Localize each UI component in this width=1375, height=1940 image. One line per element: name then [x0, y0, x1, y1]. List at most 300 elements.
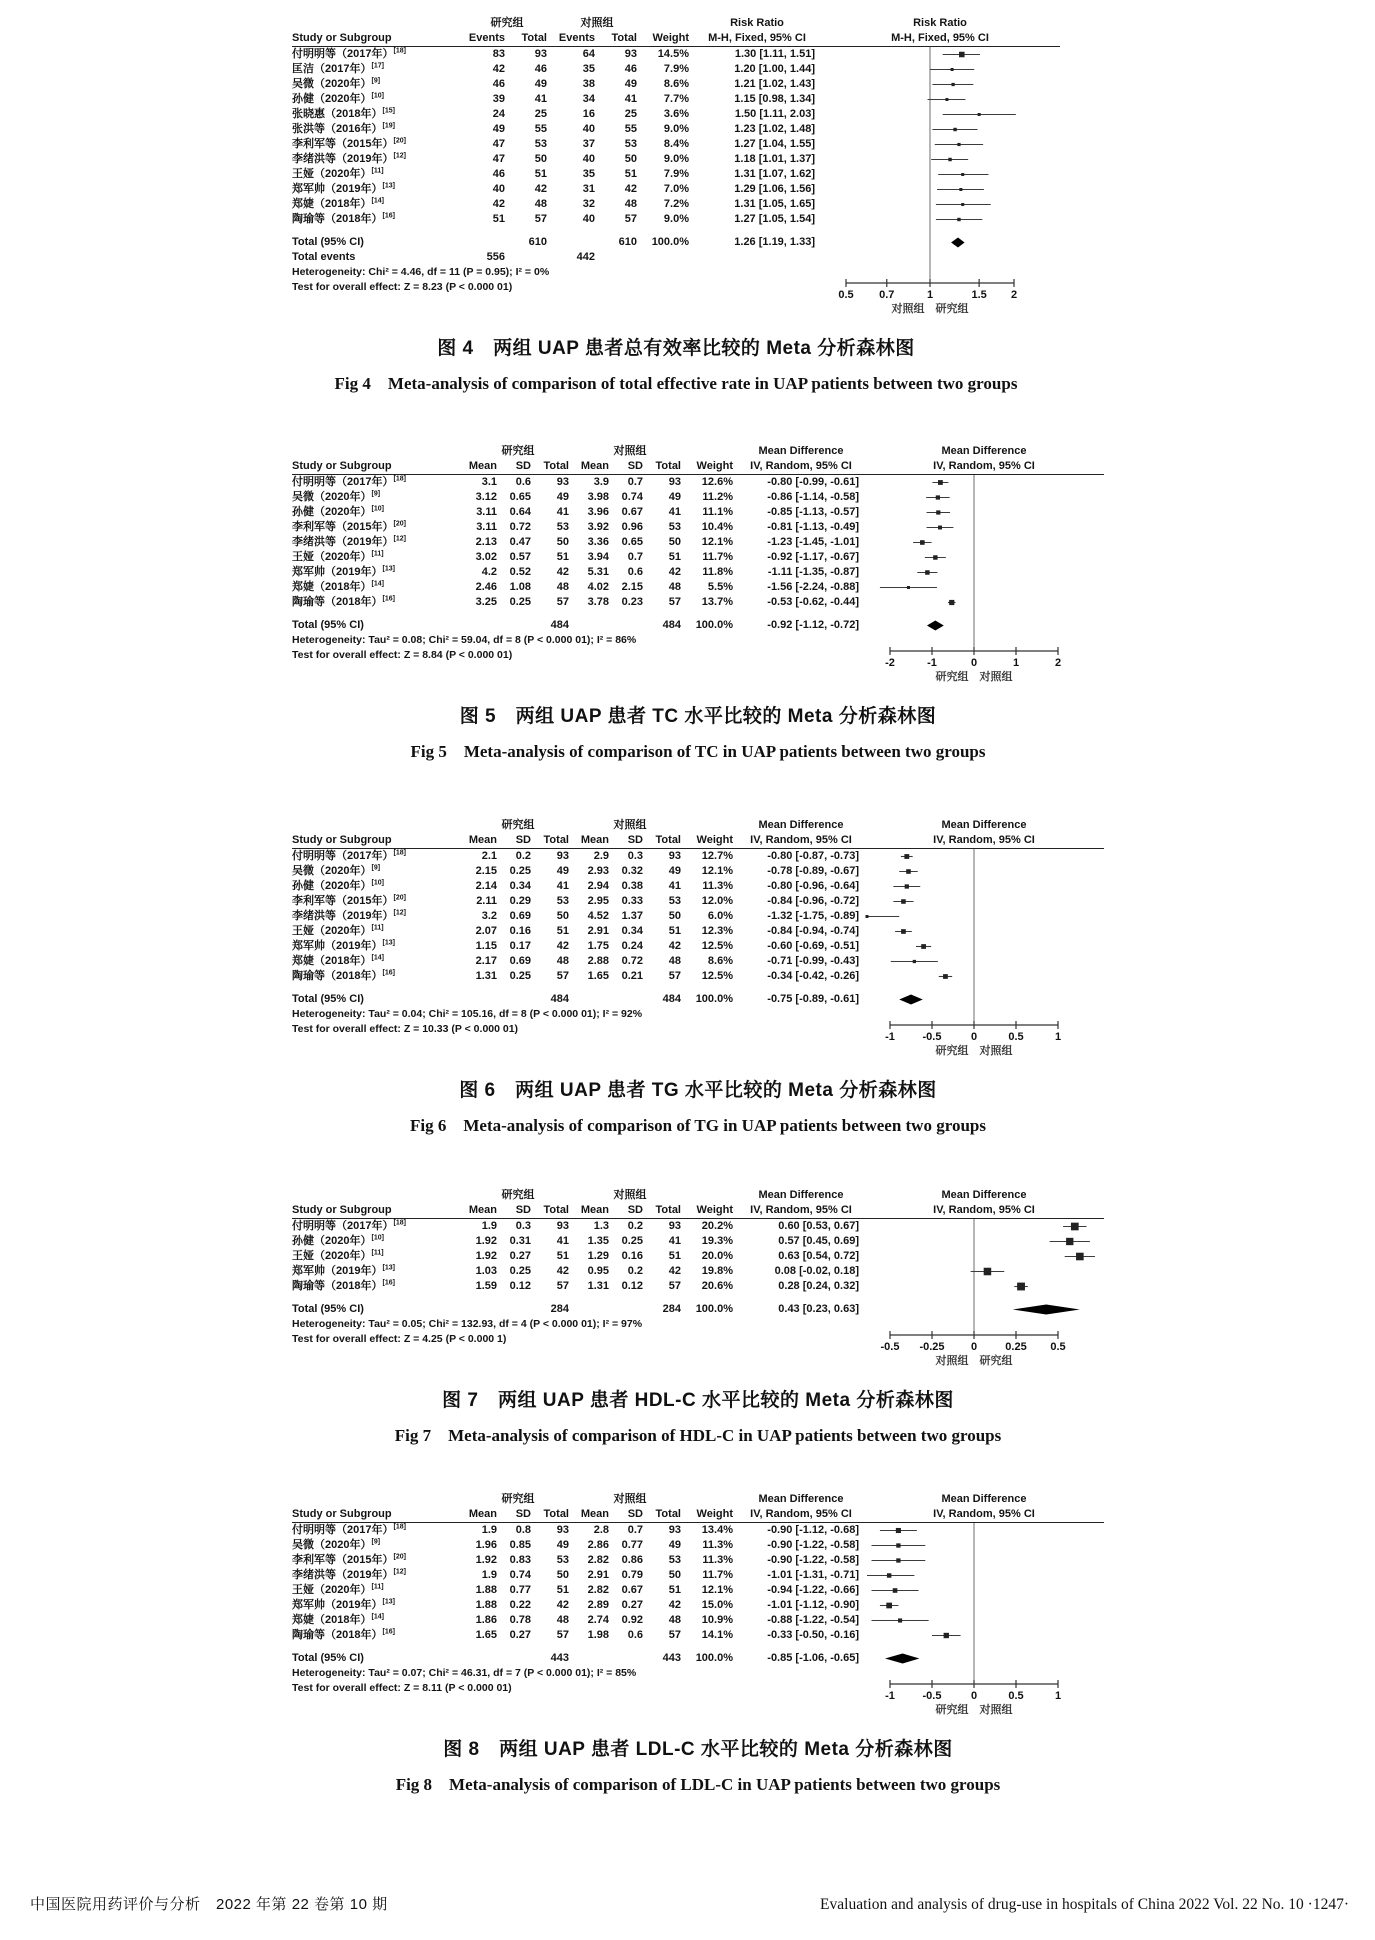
point-estimate-marker [943, 974, 948, 979]
group1-value: 0.25 [509, 1265, 531, 1277]
group1-value: 0.74 [509, 1569, 531, 1581]
table-cell [462, 1651, 502, 1666]
weight-value: 12.5% [701, 940, 733, 952]
table-cell [574, 618, 614, 633]
figure-5-caption-en: Fig 5 Meta-analysis of comparison of TC in UAP patients between two groups [410, 742, 986, 761]
study-row [292, 969, 864, 984]
value-column-header: SD [515, 1204, 531, 1216]
reference-superscript: [20] [393, 137, 406, 145]
reference-superscript: [11] [371, 550, 384, 558]
group1-value: 51 [556, 1584, 569, 1596]
study-row [292, 107, 820, 122]
group1-value: 0.27 [509, 1250, 531, 1262]
group1-value: 48 [534, 198, 547, 210]
heterogeneity-note: Heterogeneity: Tau² = 0.04; Chi² = 105.16, df = 8 (P < 0.000 01); I² = 92% [292, 1008, 643, 1020]
value-column-header: SD [515, 1508, 531, 1520]
study-row [292, 137, 820, 152]
estimate-text: -0.60 [-0.69, -0.51] [767, 940, 859, 952]
total-weight: 100.0% [695, 1652, 733, 1664]
group2-total-events: 442 [576, 251, 595, 263]
effect-title: Risk Ratio [730, 17, 784, 29]
weight-value: 20.2% [701, 1220, 733, 1232]
study-label: 付明明等（2017年）[18] [292, 1219, 406, 1232]
group2-value: 0.23 [621, 596, 643, 608]
table-cell [502, 1651, 536, 1666]
forest-table-header [292, 818, 1104, 849]
forest-table [292, 849, 864, 1037]
estimate-text: -0.80 [-0.87, -0.73] [767, 850, 859, 862]
heterogeneity-note: Heterogeneity: Tau² = 0.05; Chi² = 132.93, df = 4 (P < 0.000 01); I² = 97% [292, 1318, 643, 1330]
group2-value: 0.72 [621, 955, 643, 967]
study-label: 王娅（2020年）[11] [292, 924, 384, 937]
group1-value: 53 [556, 1554, 569, 1566]
weight-value: 12.7% [701, 850, 733, 862]
group1-value: 24 [492, 108, 505, 120]
point-estimate-marker [945, 98, 948, 101]
axis-tick-label: 1 [1054, 1690, 1062, 1702]
group2-value: 0.7 [627, 1524, 643, 1536]
study-label: 郑军帅（2019年）[13] [292, 1598, 395, 1611]
estimate-text: 0.57 [0.45, 0.69] [778, 1235, 859, 1247]
point-estimate-marker [936, 495, 940, 499]
estimate-text: -0.88 [-1.22, -0.54] [767, 1614, 859, 1626]
total-diamond [899, 995, 923, 1005]
reference-superscript: [10] [371, 92, 384, 100]
study-label: 王娅（2020年）[11] [292, 1583, 384, 1596]
group2-value: 0.67 [621, 506, 643, 518]
effect-subtitle: IV, Random, 95% CI [750, 1204, 852, 1216]
study-label: 郑军帅（2019年）[13] [292, 939, 395, 952]
header-columns-row [292, 1507, 1104, 1522]
value-column-header: Mean [468, 460, 497, 472]
forest-table-header [292, 1188, 1104, 1219]
group1-value: 3.02 [475, 551, 497, 563]
group1-value: 53 [556, 895, 569, 907]
group1-value: 0.25 [509, 596, 531, 608]
study-label: 郑婕（2018年）[14] [292, 580, 384, 593]
weight-value: 11.8% [702, 566, 733, 578]
study-label: 吴微（2020年）[9] [292, 864, 381, 877]
total-events-label: Total events [292, 251, 356, 263]
table-cell [600, 250, 642, 265]
group2-value: 0.86 [621, 1554, 643, 1566]
page-footer [30, 1893, 1349, 1914]
weight-value: 7.9% [663, 168, 689, 180]
reference-superscript: [16] [382, 595, 395, 603]
group1-value: 0.6 [515, 476, 531, 488]
point-estimate-marker [984, 1268, 992, 1276]
study-row [292, 1568, 864, 1583]
figure-5-section [292, 444, 1104, 762]
effect-title: Mean Difference [758, 1189, 844, 1201]
reference-superscript: [18] [393, 475, 406, 483]
group1-value: 2.46 [475, 581, 497, 593]
group2-value: 1.75 [587, 940, 609, 952]
effect-title: Mean Difference [758, 445, 844, 457]
figure-6-caption-cn: 图 6 两组 UAP 患者 TG 水平比较的 Meta 分析森林图 [459, 1080, 937, 1101]
header-group-row [292, 16, 1060, 31]
estimate-text: -0.78 [-0.89, -0.67] [767, 865, 859, 877]
reference-superscript: [10] [371, 879, 384, 887]
group1-value: 2.1 [481, 850, 497, 862]
axis-tick-label: -0.25 [919, 1341, 945, 1353]
group2-value: 41 [624, 93, 637, 105]
table-cell [462, 235, 510, 250]
table-cell [642, 16, 694, 31]
group2-value: 42 [668, 1265, 681, 1277]
weight-value: 13.4% [701, 1524, 733, 1536]
table-cell [462, 992, 502, 1007]
value-column-header: Mean [580, 460, 609, 472]
estimate-text: 1.15 [0.98, 1.34] [734, 93, 815, 105]
table-cell [686, 444, 738, 459]
reference-superscript: [16] [382, 1628, 395, 1636]
estimate-text: -1.23 [-1.45, -1.01] [767, 536, 859, 548]
reference-superscript: [14] [371, 1613, 384, 1621]
study-label: 王娅（2020年）[11] [292, 1249, 384, 1262]
forest-plot-canvas [864, 475, 1104, 685]
axis-tick-label: -0.5 [880, 1341, 900, 1353]
group1-value: 40 [492, 183, 505, 195]
point-estimate-marker [1017, 1283, 1025, 1291]
study-column-header: Study or Subgroup [292, 32, 392, 44]
weight-value: 12.0% [701, 895, 733, 907]
group2-header: 对照组 [613, 1189, 647, 1201]
estimate-text: 1.23 [1.02, 1.48] [734, 123, 815, 135]
group1-value: 0.78 [509, 1614, 531, 1626]
study-row [292, 954, 864, 969]
reference-superscript: [20] [393, 520, 406, 528]
total-weight: 100.0% [695, 1303, 733, 1315]
group2-value: 53 [668, 895, 681, 907]
figure-5-forest-plot [292, 444, 1104, 685]
group2-value: 50 [668, 536, 681, 548]
figure-7-caption-en: Fig 7 Meta-analysis of comparison of HDL-C in UAP patients between two groups [394, 1426, 1002, 1445]
total-estimate-text: 1.26 [1.19, 1.33] [734, 236, 815, 248]
group1-value: 3.25 [475, 596, 497, 608]
axis-tick-label: 0 [970, 657, 978, 669]
group1-total: 610 [528, 236, 547, 248]
group2-value: 0.7 [627, 476, 643, 488]
group2-value: 2.8 [593, 1524, 609, 1536]
point-estimate-marker [957, 218, 960, 221]
weight-value: 11.7% [702, 551, 733, 563]
figure-8-section [292, 1492, 1104, 1795]
estimate-text: 1.30 [1.11, 1.51] [734, 48, 815, 60]
study-label: 李绪洪等（2019年）[12] [292, 909, 406, 922]
study-label: 付明明等（2017年）[18] [292, 475, 406, 488]
table-cell [462, 1302, 502, 1317]
group1-value: 47 [492, 138, 505, 150]
group2-value: 51 [668, 1250, 681, 1262]
group2-value: 2.82 [587, 1584, 609, 1596]
estimate-text: -0.81 [-1.13, -0.49] [767, 521, 859, 533]
table-cell [686, 818, 738, 833]
study-label: 陶瑜等（2018年）[16] [292, 969, 395, 982]
group2-value: 1.98 [587, 1629, 609, 1641]
heterogeneity-note: Heterogeneity: Tau² = 0.07; Chi² = 46.31, df = 7 (P < 0.000 01); I² = 85% [292, 1667, 637, 1679]
effect-subtitle: IV, Random, 95% CI [750, 834, 852, 846]
group1-value: 53 [556, 521, 569, 533]
group2-value: 49 [624, 78, 637, 90]
group2-value: 0.24 [621, 940, 643, 952]
group1-value: 2.13 [475, 536, 497, 548]
group2-total: 484 [662, 619, 681, 631]
study-row [292, 47, 820, 62]
point-estimate-marker [905, 884, 909, 888]
reference-superscript: [18] [393, 1523, 406, 1531]
total-estimate-text: -0.92 [-1.12, -0.72] [767, 619, 859, 631]
reference-superscript: [18] [393, 849, 406, 857]
overall-effect-note: Test for overall effect: Z = 8.84 (P < 0.000 01) [292, 649, 513, 661]
effect-title: Mean Difference [758, 1493, 844, 1505]
reference-superscript: [11] [371, 924, 384, 932]
table-cell [502, 1302, 536, 1317]
point-estimate-marker [944, 1633, 949, 1638]
group1-value: 0.29 [509, 895, 531, 907]
group2-header: 对照组 [580, 17, 614, 29]
axis-direction-labels: 研究组 对照组 [935, 1045, 1013, 1057]
axis-tick-label: 1 [1054, 1031, 1062, 1043]
weight-value: 7.7% [663, 93, 689, 105]
group1-value: 4.2 [481, 566, 497, 578]
axis-direction-labels: 研究组 对照组 [935, 671, 1013, 683]
reference-superscript: [14] [371, 954, 384, 962]
estimate-text: -1.01 [-1.12, -0.90] [767, 1599, 859, 1611]
study-label: 孙健（2020年）[10] [292, 92, 384, 105]
weight-value: 9.0% [663, 153, 689, 165]
total-label: Total (95% CI) [292, 1652, 364, 1664]
point-estimate-marker [925, 570, 929, 574]
effect-subtitle: IV, Random, 95% CI [750, 460, 852, 472]
estimate-text: -1.01 [-1.31, -0.71] [767, 1569, 859, 1581]
group2-value: 40 [582, 153, 595, 165]
estimate-text: 1.27 [1.04, 1.55] [734, 138, 815, 150]
group1-value: 47 [492, 153, 505, 165]
weight-value: 10.4% [701, 521, 733, 533]
reference-superscript: [13] [382, 1264, 395, 1272]
study-label: 陶瑜等（2018年）[16] [292, 1628, 395, 1641]
total-label: Total (95% CI) [292, 236, 364, 248]
group1-value: 0.47 [509, 536, 531, 548]
table-cell [614, 1651, 648, 1666]
value-column-header: Total [611, 32, 637, 44]
group1-value: 42 [534, 183, 547, 195]
group2-value: 0.95 [587, 1265, 609, 1277]
study-label: 张晓惠（2018年）[15] [292, 107, 395, 120]
overall-effect-note: Test for overall effect: Z = 10.33 (P < 0.000 01) [292, 1023, 519, 1035]
group1-value: 0.77 [509, 1584, 531, 1596]
value-column-header: Mean [580, 834, 609, 846]
header-columns-row [292, 1203, 1104, 1218]
group1-value: 1.92 [475, 1235, 497, 1247]
weight-column-header: Weight [696, 460, 733, 472]
weight-value: 12.5% [701, 970, 733, 982]
weight-value: 8.6% [707, 955, 733, 967]
weight-value: 12.1% [701, 536, 733, 548]
reference-superscript: [19] [382, 122, 395, 130]
estimate-text: 1.18 [1.01, 1.37] [734, 153, 815, 165]
group1-value: 3.11 [476, 521, 497, 533]
group1-value: 0.3 [515, 1220, 531, 1232]
study-label: 王娅（2020年）[11] [292, 167, 384, 180]
reference-superscript: [12] [393, 535, 406, 543]
rows-gap [292, 227, 820, 235]
group1-value: 50 [556, 910, 569, 922]
point-estimate-marker [896, 1528, 901, 1533]
group2-value: 0.2 [627, 1265, 643, 1277]
point-estimate-marker [1076, 1253, 1084, 1261]
group1-value: 0.25 [509, 865, 531, 877]
group2-value: 53 [668, 1554, 681, 1566]
group2-value: 64 [582, 48, 595, 60]
group2-value: 42 [668, 566, 681, 578]
point-estimate-marker [896, 1558, 900, 1562]
value-column-header: Total [543, 834, 569, 846]
group2-value: 46 [624, 63, 637, 75]
header-columns-row [292, 833, 1104, 848]
group2-value: 3.9 [593, 476, 609, 488]
value-column-header: Mean [468, 834, 497, 846]
table-cell [686, 1492, 738, 1507]
study-row [292, 182, 820, 197]
study-row [292, 505, 864, 520]
total-row [292, 235, 820, 250]
group2-value: 93 [668, 1524, 681, 1536]
group2-value: 2.93 [587, 865, 609, 877]
weight-value: 11.3% [702, 1554, 733, 1566]
group2-value: 93 [668, 850, 681, 862]
total-label: Total (95% CI) [292, 1303, 364, 1315]
group2-value: 1.31 [587, 1280, 609, 1292]
group2-value: 48 [668, 1614, 681, 1626]
reference-superscript: [17] [371, 62, 384, 70]
group2-value: 16 [582, 108, 595, 120]
figure-4-caption-en: Fig 4 Meta-analysis of comparison of total effective rate in UAP patients between two groups [334, 374, 1018, 393]
point-estimate-marker [893, 1588, 898, 1593]
weight-value: 20.0% [701, 1250, 733, 1262]
figure-7-forest-plot [292, 1188, 1104, 1369]
group1-value: 51 [534, 168, 547, 180]
weight-value: 7.0% [663, 183, 689, 195]
group1-value: 1.9 [481, 1524, 497, 1536]
reference-superscript: [13] [382, 182, 395, 190]
weight-column-header: Weight [696, 1204, 733, 1216]
study-row [292, 879, 864, 894]
group2-value: 5.31 [587, 566, 609, 578]
point-estimate-marker [920, 540, 925, 545]
table-cell [574, 1651, 614, 1666]
reference-superscript: [10] [371, 505, 384, 513]
group2-value: 37 [582, 138, 595, 150]
group1-header: 研究组 [501, 1493, 535, 1505]
estimate-text: -0.33 [-0.50, -0.16] [767, 1629, 859, 1641]
group1-header: 研究组 [501, 1189, 535, 1201]
table-cell [510, 250, 552, 265]
estimate-text: 1.21 [1.02, 1.43] [734, 78, 815, 90]
group1-value: 0.31 [509, 1235, 531, 1247]
estimate-text: 1.20 [1.00, 1.44] [734, 63, 815, 75]
group2-value: 2.89 [587, 1599, 609, 1611]
group2-value: 3.98 [587, 491, 609, 503]
point-estimate-marker [898, 1618, 902, 1622]
group2-value: 0.6 [627, 566, 643, 578]
effect-title: Mean Difference [758, 819, 844, 831]
group1-value: 42 [556, 1265, 569, 1277]
group1-value: 3.11 [476, 506, 497, 518]
group1-value: 41 [534, 93, 547, 105]
point-estimate-marker [896, 1543, 900, 1547]
study-label: 郑婕（2018年）[14] [292, 954, 384, 967]
group2-value: 2.94 [587, 880, 609, 892]
plot-effect-title: Mean Difference [941, 445, 1027, 457]
group1-value: 42 [556, 940, 569, 952]
group1-value: 48 [556, 581, 569, 593]
group1-value: 1.86 [475, 1614, 497, 1626]
value-column-header: SD [515, 460, 531, 472]
weight-value: 11.3% [702, 1539, 733, 1551]
group1-value: 93 [556, 1524, 569, 1536]
group1-value: 0.65 [509, 491, 531, 503]
point-estimate-marker [961, 203, 964, 206]
header-columns-row [292, 31, 1060, 46]
header-group-row [292, 1188, 1104, 1203]
group1-value: 41 [556, 506, 569, 518]
study-row [292, 939, 864, 954]
axis-tick-label: -1 [885, 1690, 895, 1702]
reference-superscript: [20] [393, 894, 406, 902]
estimate-text: -0.94 [-1.22, -0.66] [767, 1584, 859, 1596]
group2-value: 2.86 [587, 1539, 609, 1551]
point-estimate-marker [886, 1603, 892, 1609]
study-row [292, 475, 864, 490]
figure-6-caption-en: Fig 6 Meta-analysis of comparison of TG in UAP patients between two groups [410, 1116, 986, 1135]
axis-tick-label: 0.5 [1008, 1031, 1024, 1043]
group2-value: 42 [668, 1599, 681, 1611]
group1-value: 1.92 [475, 1554, 497, 1566]
group2-value: 35 [582, 63, 595, 75]
study-column-header: Study or Subgroup [292, 460, 392, 472]
value-column-header: Total [655, 1204, 681, 1216]
figure-8-caption-en: Fig 8 Meta-analysis of comparison of LDL-C in UAP patients between two groups [395, 1775, 1001, 1794]
value-column-header: SD [627, 1204, 643, 1216]
study-label: 吴微（2020年）[9] [292, 490, 381, 503]
group1-total: 484 [550, 993, 569, 1005]
group2-value: 50 [624, 153, 637, 165]
group1-total: 484 [550, 619, 569, 631]
group2-value: 42 [668, 940, 681, 952]
group1-value: 41 [556, 1235, 569, 1247]
group2-value: 40 [582, 213, 595, 225]
rows-gap [292, 610, 864, 618]
group2-value: 3.78 [587, 596, 609, 608]
point-estimate-marker [953, 128, 956, 131]
estimate-text: 1.50 [1.11, 2.03] [734, 108, 815, 120]
group2-value: 2.9 [593, 850, 609, 862]
group2-value: 93 [624, 48, 637, 60]
group2-value: 0.27 [621, 1599, 643, 1611]
weight-value: 5.5% [707, 581, 733, 593]
group2-value: 0.79 [621, 1569, 643, 1581]
group1-value: 0.16 [509, 925, 531, 937]
point-estimate-marker [936, 510, 940, 514]
axis-tick-label: 2 [1054, 657, 1062, 669]
table-cell [552, 235, 600, 250]
group1-value: 0.22 [509, 1599, 531, 1611]
total-label: Total (95% CI) [292, 993, 364, 1005]
forest-table [292, 1219, 864, 1347]
group2-total: 484 [662, 993, 681, 1005]
